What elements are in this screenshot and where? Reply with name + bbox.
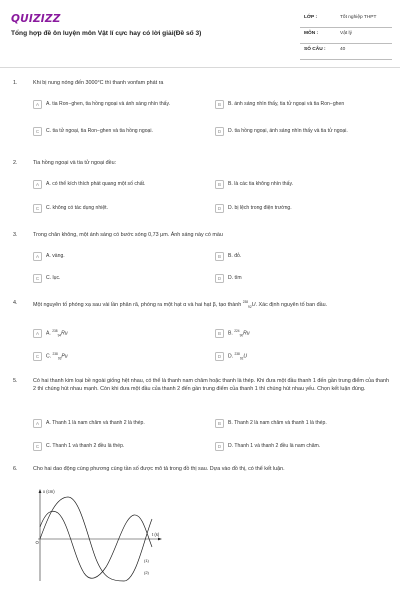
option-letter-box: C	[33, 442, 42, 451]
option-d[interactable]	[215, 352, 247, 361]
option-d[interactable]	[215, 442, 320, 451]
question-text: Trong chân không, một ánh sáng có bước sóng 0,73 μm. Ánh sáng này có màu	[33, 232, 223, 238]
option-text: D. tia hồng ngoại, ánh sáng nhìn thấy và tia tử ngoại.	[228, 127, 348, 134]
question-number: 3.	[13, 232, 18, 238]
x-axis-arrow	[39, 489, 42, 493]
option-letter-box: C	[33, 352, 42, 361]
option-letter-box: D	[215, 352, 224, 361]
option-c[interactable]	[33, 204, 108, 213]
option-text: B. đỏ.	[228, 252, 242, 259]
question-number: 5.	[13, 378, 18, 384]
quizizz-logo: QUIZIZZ	[11, 13, 61, 25]
question-number: 1.	[13, 80, 18, 86]
curve-2-label: (2)	[144, 570, 149, 575]
option-text: B. $^{224}_{90}$Ru	[228, 329, 250, 338]
meta-label: SỐ CÂU :	[304, 47, 326, 52]
option-d[interactable]	[215, 204, 292, 213]
option-letter-box: D	[215, 204, 224, 213]
option-a[interactable]	[33, 419, 145, 428]
option-text: C. tia tử ngoại, tia Ron−ghen và tia hồng ngoại.	[46, 127, 153, 134]
meta-value: 40	[340, 47, 346, 52]
option-b[interactable]	[215, 100, 393, 109]
meta-row-class	[300, 12, 392, 28]
question-number: 2.	[13, 160, 18, 166]
option-text: B. Thanh 2 là nam châm và thanh 1 là thép.	[228, 419, 327, 426]
option-c[interactable]	[33, 352, 68, 361]
question-number: 6.	[13, 466, 18, 472]
option-c[interactable]	[33, 274, 60, 283]
option-d[interactable]	[215, 127, 380, 136]
curve-1-label: (1)	[144, 558, 149, 563]
option-text: C. lục.	[46, 274, 61, 281]
option-letter-box: B	[215, 180, 224, 189]
option-text: D. bị lệch trong điện trường.	[228, 204, 292, 211]
option-text: B. ánh sáng nhìn thấy, tia tử ngoại và tia Ron−ghen	[228, 100, 345, 107]
option-text: A. $^{238}_{94}$Ru	[46, 329, 68, 338]
option-text: C. không có tác dụng nhiệt.	[46, 204, 109, 211]
y-axis-label: x (cm)	[43, 489, 55, 494]
option-letter-box: C	[33, 274, 42, 283]
question-number: 4.	[13, 300, 18, 306]
origin-label: O	[35, 540, 39, 545]
question-text	[33, 300, 391, 310]
option-letter-box: B	[215, 329, 224, 338]
option-letter-box: A	[33, 252, 42, 261]
meta-table	[300, 12, 392, 60]
question-text: Tia hồng ngoại và tia tử ngoại đều:	[33, 160, 117, 166]
option-letter-box: B	[215, 252, 224, 261]
option-letter-box: C	[33, 204, 42, 213]
meta-value: Tốt nghiệp THPT	[340, 15, 377, 20]
option-text: A. vàng.	[46, 252, 65, 259]
option-b[interactable]	[215, 252, 241, 261]
option-text: A. có thể kích thích phát quang một số chất.	[46, 180, 146, 187]
option-text: D. tím	[228, 274, 242, 281]
option-text: A. Thanh 1 là nam châm và thanh 2 là thép.	[46, 419, 145, 426]
meta-value: Vật lý	[340, 31, 352, 36]
document-title: Tổng hợp đề ôn luyện môn Vật lí cực hay có lời giải(Đề số 3)	[11, 30, 202, 37]
nuclide-symbol: $^{238}_{92}$U	[242, 300, 256, 309]
option-letter-box: A	[33, 329, 42, 338]
option-b[interactable]	[215, 419, 327, 428]
option-letter-box: A	[33, 419, 42, 428]
question-text-part: . Xác định nguyên tố ban đầu.	[255, 301, 328, 308]
oscillation-graph	[34, 487, 164, 583]
option-text: B. là các tia không nhìn thấy.	[228, 180, 294, 187]
x-axis-label: t (s)	[152, 532, 160, 537]
option-c[interactable]	[33, 127, 203, 136]
meta-row-subject	[300, 28, 392, 44]
option-a[interactable]	[33, 180, 145, 189]
option-letter-box: D	[215, 442, 224, 451]
option-a[interactable]	[33, 329, 68, 338]
option-letter-box: D	[215, 127, 224, 136]
option-a[interactable]	[33, 252, 65, 261]
option-letter-box: D	[215, 274, 224, 283]
option-letter-box: B	[215, 100, 224, 109]
option-letter-box: C	[33, 127, 42, 136]
meta-row-count	[300, 44, 392, 60]
option-d[interactable]	[215, 274, 242, 283]
option-text: D. $^{238}_{92}$U	[228, 352, 248, 361]
option-c[interactable]	[33, 442, 124, 451]
document-header	[0, 0, 400, 68]
divider	[0, 67, 400, 68]
option-b[interactable]	[215, 180, 293, 189]
option-text: A. tia Ron−ghen, tia hồng ngoại và ánh sáng nhìn thấy.	[46, 100, 171, 107]
question-text: Có hai thanh kim loại bề ngoài giống hệt nhau, có thể là thanh nam châm hoặc thanh là thép. Khi đưa một đầu thanh 1 đến gần trung điểm của thanh 2 thì chúng hút nhau mạnh. Còn khi đưa một đầu của thanh 2 đến gần trung điểm của thanh 1 thì chúng hút nhau yếu. Chọn kết luận đúng.	[33, 378, 390, 392]
question-text: Khi bị nung nóng đến 3000°C thì thanh vonfam phát ra	[33, 80, 164, 86]
question-text: Cho hai dao động cùng phương cùng tần số được mô tả trong đồ thị sau. Dựa vào đồ thị, có thể kết luận.	[33, 466, 285, 472]
question-text-part: Một nguyên tố phóng xạ sau vài lần phân rã, phóng ra một hạt α và hai hạt β, tạo thành	[33, 301, 243, 308]
option-b[interactable]	[215, 329, 250, 338]
t-axis-arrow	[158, 538, 162, 541]
option-a[interactable]	[33, 100, 193, 109]
meta-label: MÔN :	[304, 31, 319, 36]
option-text: D. Thanh 1 và thanh 2 đều là nam châm.	[228, 442, 321, 449]
option-letter-box: A	[33, 100, 42, 109]
option-letter-box: A	[33, 180, 42, 189]
option-text: C. $^{238}_{93}$Pu	[46, 352, 68, 361]
meta-label: LỚP :	[304, 15, 318, 20]
option-text: C. Thanh 1 và thanh 2 đều là thép.	[46, 442, 125, 449]
option-letter-box: B	[215, 419, 224, 428]
